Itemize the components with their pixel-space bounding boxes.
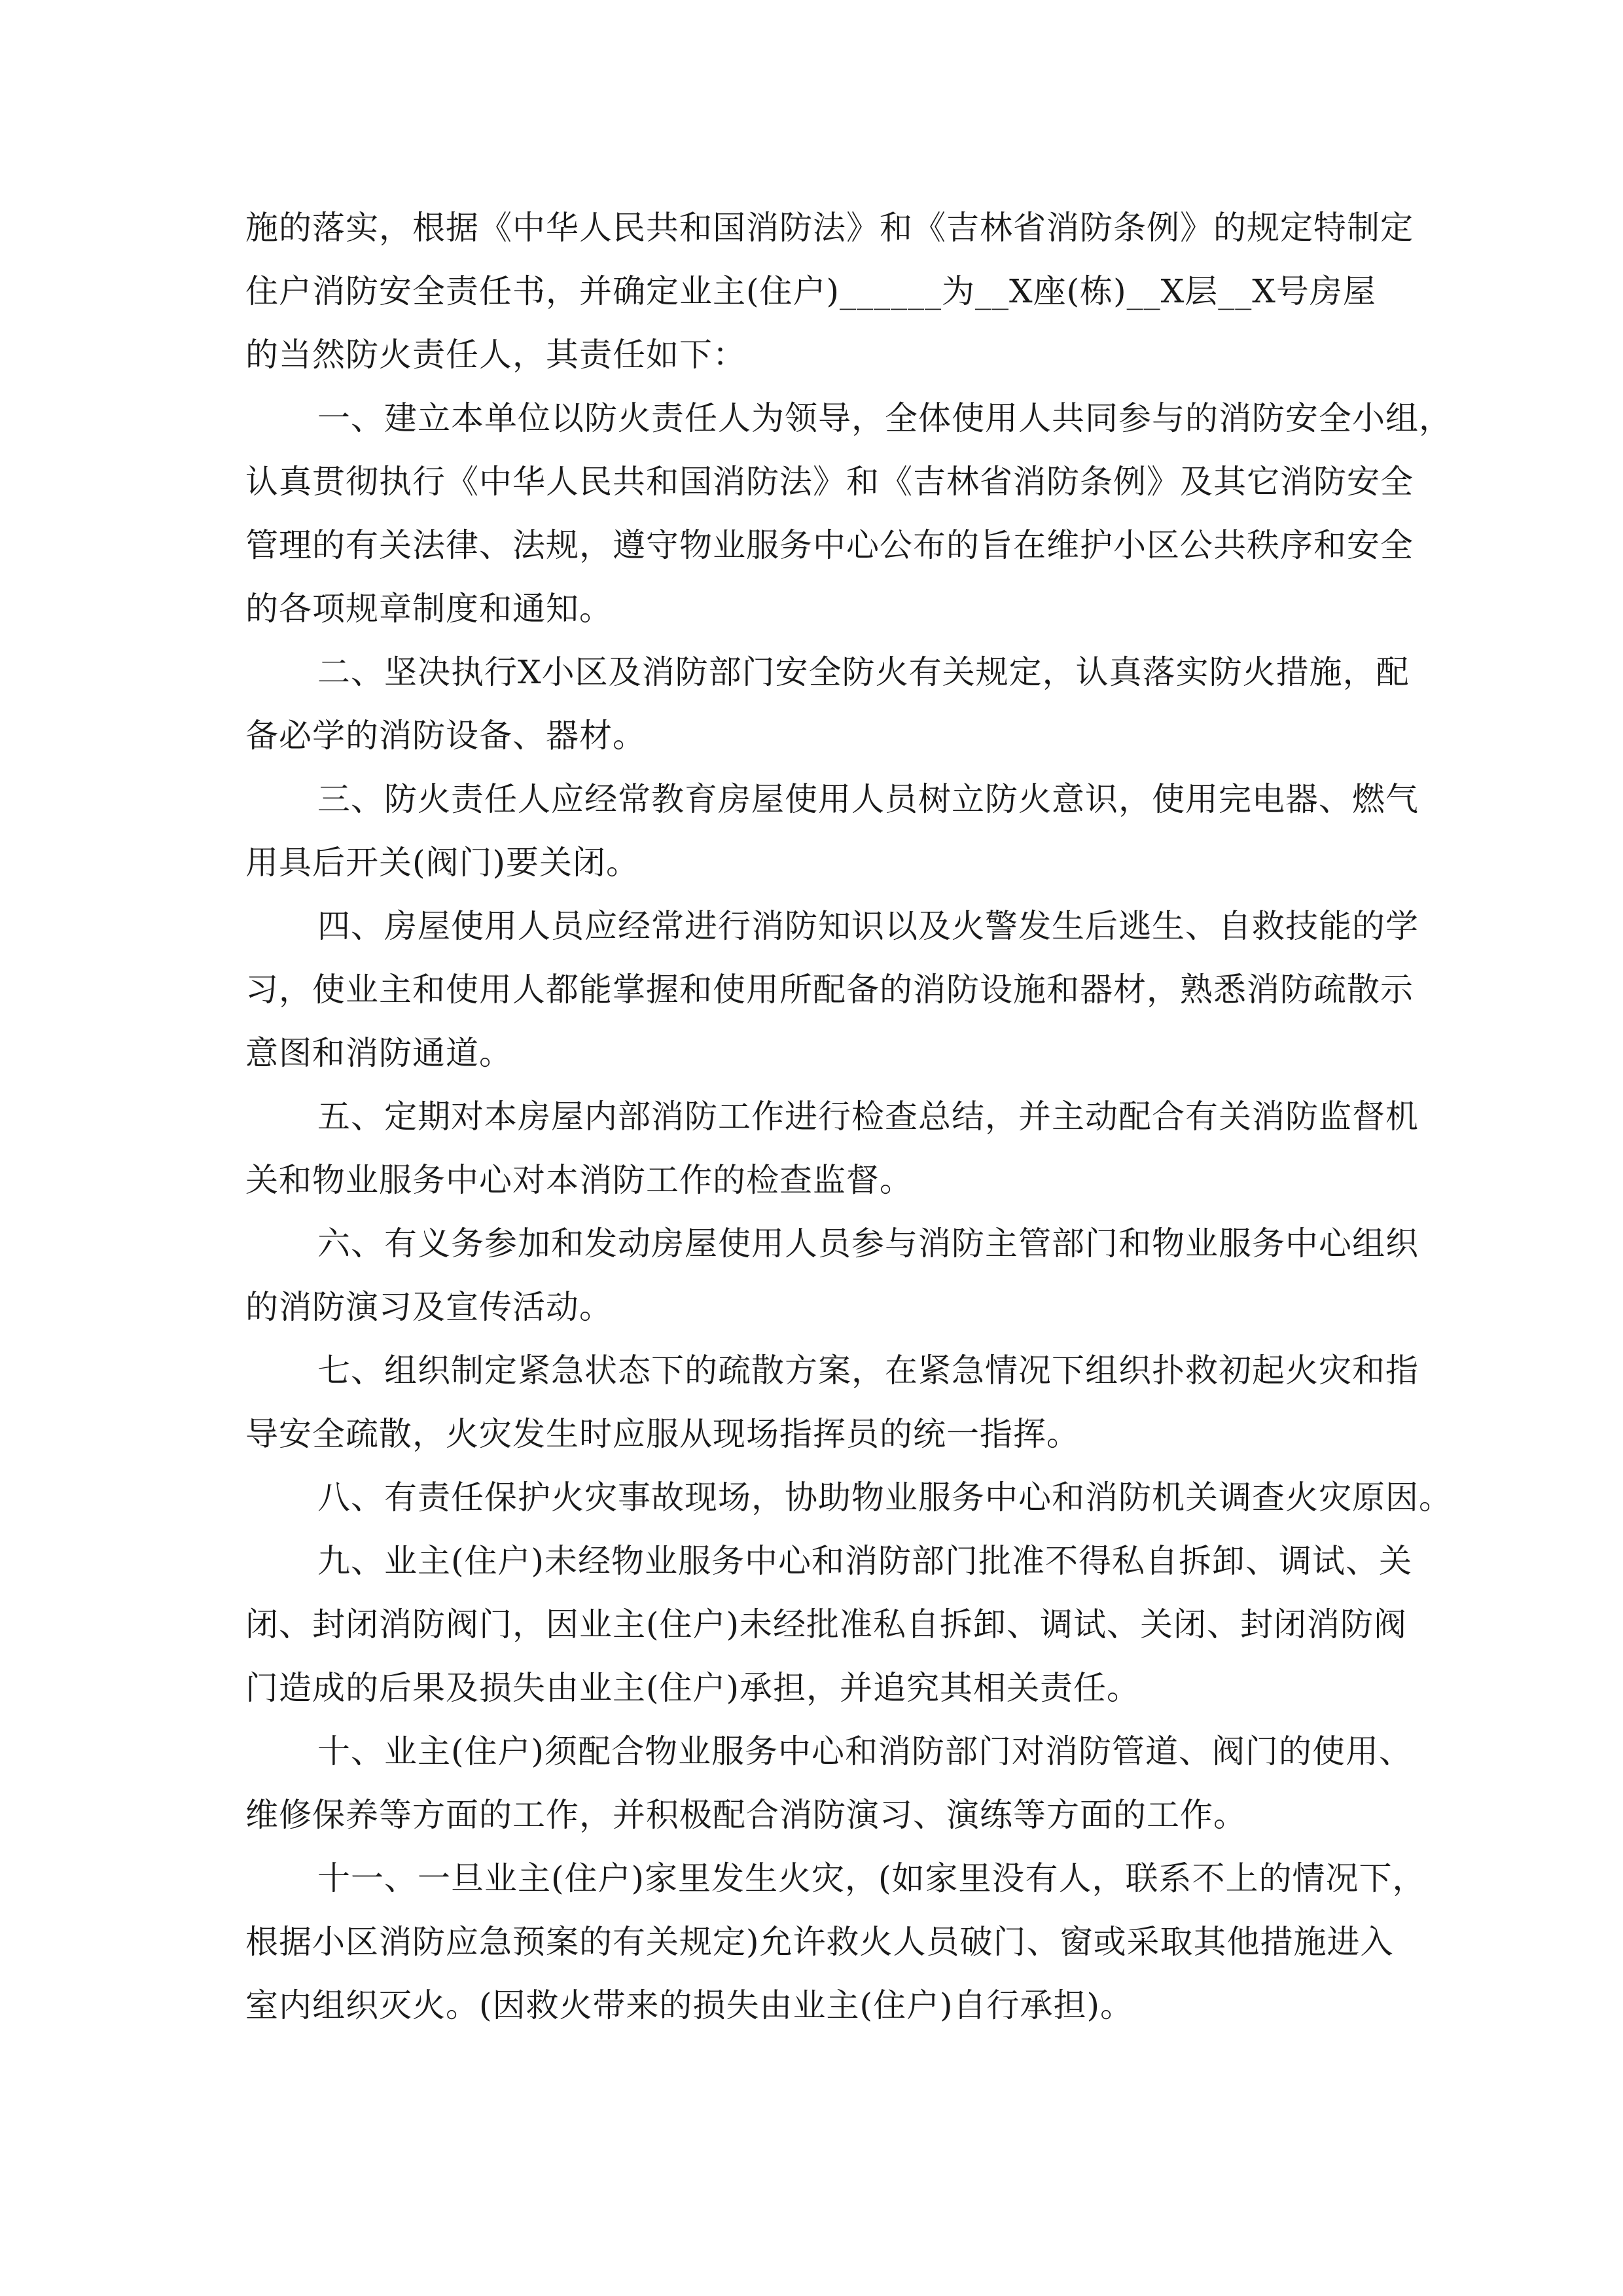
text-line: 认真贯彻执行《中华人民共和国消防法》和《吉林省消防条例》及其它消防安全 [245, 463, 1414, 501]
text-line: 十一、一旦业主(住户)家里发生火灾，(如家里没有人，联系不上的情况下， [317, 1859, 1426, 1897]
text-line: 三、防火责任人应经常教育房屋使用人员树立防火意识，使用完电器、燃气 [317, 780, 1419, 818]
text-line: 四、房屋使用人员应经常进行消防知识以及火警发生后逃生、自救技能的学 [317, 907, 1419, 945]
paragraph-clause-8 [245, 1466, 1452, 1530]
paragraph-clause-5 [245, 1085, 1419, 1212]
paragraph-clause-2 [245, 641, 1410, 768]
text-line: 九、业主(住户)未经物业服务中心和消防部门批准不得私自拆卸、调试、关 [317, 1542, 1413, 1580]
text-line: 意图和消防通道。 [245, 1034, 512, 1072]
text-line: 施的落实，根据《中华人民共和国消防法》和《吉林省消防条例》的规定特制定 [245, 209, 1414, 247]
text-line: 的消防演习及宣传活动。 [245, 1288, 613, 1326]
text-line: 七、组织制定紧急状态下的疏散方案，在紧急情况下组织扑救初起火灾和指 [317, 1352, 1419, 1390]
text-line: 室内组织灭火。(因救火带来的损失由业主(住户)自行承担)。 [245, 1986, 1134, 2024]
paragraph-clause-6 [245, 1212, 1419, 1339]
paragraph-clause-7 [245, 1339, 1419, 1466]
text-line: 十、业主(住户)须配合物业服务中心和消防部门对消防管道、阀门的使用、 [317, 1732, 1413, 1770]
text-line: 的各项规章制度和通知。 [245, 590, 613, 628]
text-line: 闭、封闭消防阀门，因业主(住户)未经批准私自拆卸、调试、关闭、封闭消防阀 [245, 1605, 1408, 1643]
text-line: 用具后开关(阀门)要关闭。 [245, 844, 640, 882]
paragraph-clause-3 [245, 768, 1419, 895]
text-line: 的当然防火责任人，其责任如下： [245, 336, 746, 374]
text-line: 备必学的消防设备、器材。 [245, 717, 646, 755]
text-line: 五、定期对本房屋内部消防工作进行检查总结，并主动配合有关消防监督机 [317, 1098, 1419, 1136]
text-line: 住户消防安全责任书，并确定业主(住户)______为__X座(栋)__X层__X号房屋 [245, 272, 1376, 310]
text-line: 维修保养等方面的工作，并积极配合消防演习、演练等方面的工作。 [245, 1796, 1247, 1834]
paragraph-clause-4 [245, 895, 1419, 1085]
text-line: 关和物业服务中心对本消防工作的检查监督。 [245, 1161, 913, 1199]
paragraph-clause-9 [245, 1530, 1413, 1720]
paragraph-clause-1 [245, 387, 1452, 641]
paragraph-intro [245, 196, 1414, 387]
text-line: 八、有责任保护火灾事故现场，协助物业服务中心和消防机关调查火灾原因。 [317, 1479, 1452, 1516]
text-line: 六、有义务参加和发动房屋使用人员参与消防主管部门和物业服务中心组织 [317, 1225, 1419, 1263]
text-line: 一、建立本单位以防火责任人为领导，全体使用人共同参与的消防安全小组， [317, 399, 1452, 437]
text-line: 导安全疏散，火灾发生时应服从现场指挥员的统一指挥。 [245, 1415, 1080, 1453]
text-line: 管理的有关法律、法规，遵守物业服务中心公布的旨在维护小区公共秩序和安全 [245, 526, 1414, 564]
document-body [245, 196, 1452, 2037]
text-line: 门造成的后果及损失由业主(住户)承担，并追究其相关责任。 [245, 1669, 1141, 1707]
text-line: 二、坚决执行X小区及消防部门安全防火有关规定，认真落实防火措施，配 [317, 653, 1410, 691]
paragraph-clause-11 [245, 1847, 1426, 2037]
paragraph-clause-10 [245, 1720, 1413, 1847]
text-line: 根据小区消防应急预案的有关规定)允许救火人员破门、窗或采取其他措施进入 [245, 1923, 1394, 1961]
text-line: 习，使业主和使用人都能掌握和使用所配备的消防设施和器材，熟悉消防疏散示 [245, 971, 1414, 1009]
